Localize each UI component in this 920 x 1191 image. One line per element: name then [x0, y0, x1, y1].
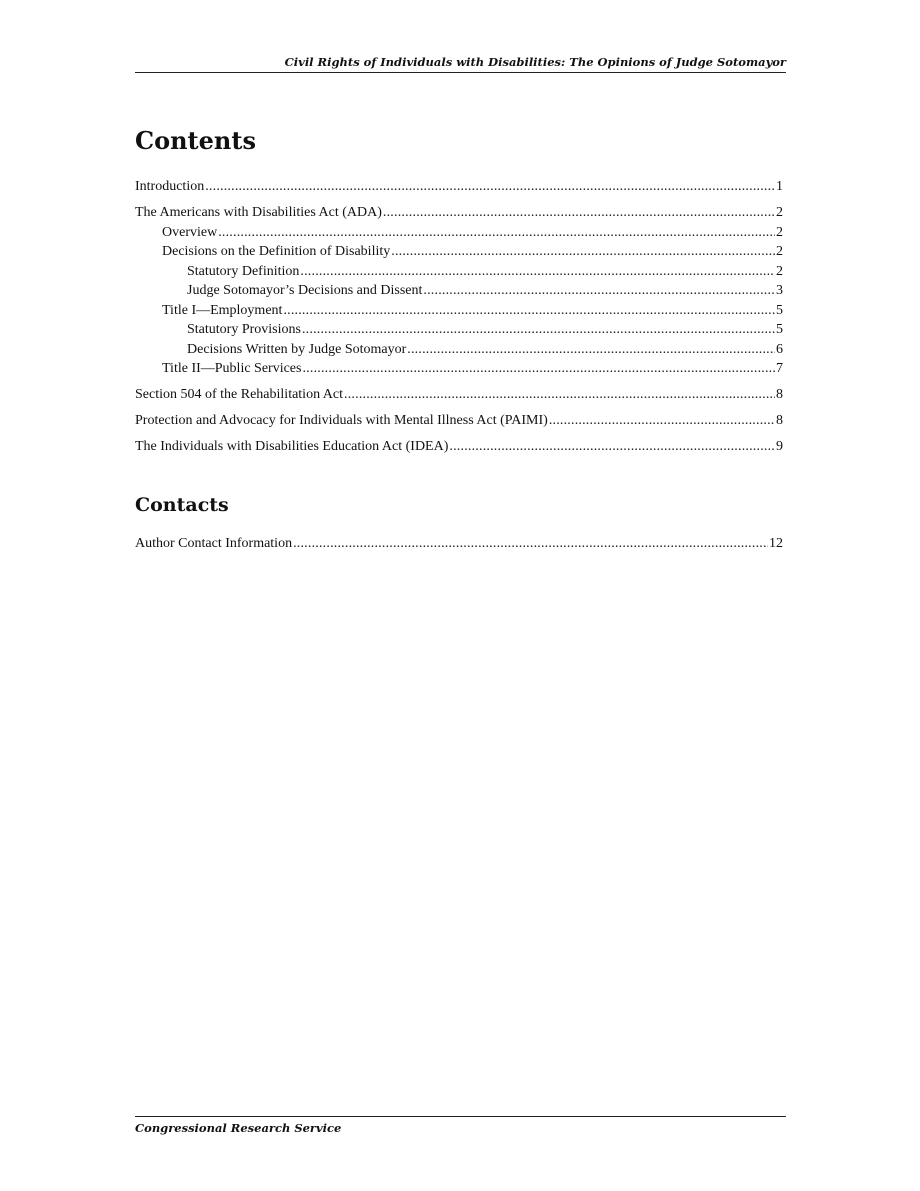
dot-leader — [549, 411, 775, 431]
dot-leader — [283, 301, 775, 321]
toc-page-number: 5 — [776, 302, 783, 318]
running-header: Civil Rights of Individuals with Disabilities: The Opinions of Judge Sotomayor — [135, 55, 786, 73]
toc-page-number: 12 — [769, 536, 783, 551]
toc-entry-label: Decisions Written by Judge Sotomayor — [187, 341, 407, 357]
toc-entry-decisions-and-dissent[interactable] — [135, 281, 783, 301]
toc-entry-author-contact[interactable] — [135, 534, 783, 554]
toc-page-number: 2 — [776, 263, 783, 279]
toc-entry-label: Statutory Provisions — [187, 322, 301, 337]
dot-leader — [383, 203, 775, 223]
dot-leader — [344, 385, 775, 405]
toc-entry-decisions-written[interactable] — [135, 340, 783, 360]
toc-entry-label: Title I—Employment — [162, 302, 283, 318]
toc-entry-label: The Americans with Disabilities Act (ADA) — [135, 205, 382, 220]
toc-entry-label: Protection and Advocacy for Individuals with Mental Illness Act (PAIMI) — [135, 413, 548, 428]
toc-entry-label: Introduction — [135, 179, 205, 194]
toc-entry-label: Judge Sotomayor’s Decisions and Dissent — [187, 283, 423, 298]
toc-entry-label: Author Contact Information — [135, 536, 293, 551]
toc-page-number: 2 — [776, 244, 783, 259]
dot-leader — [449, 437, 775, 457]
dot-leader — [205, 177, 775, 197]
toc-page-number: 6 — [776, 341, 783, 357]
toc-entry-label: Title II—Public Services — [162, 361, 302, 376]
toc-entry-statutory-definition[interactable] — [135, 262, 783, 282]
toc-entry-statutory-provisions[interactable] — [135, 320, 783, 340]
toc-page-number: 5 — [776, 322, 783, 337]
footer-organization: Congressional Research Service — [135, 1121, 342, 1135]
toc-page-number: 7 — [776, 361, 783, 376]
toc-page-number: 8 — [776, 413, 783, 428]
toc-entry-idea[interactable] — [135, 437, 783, 457]
dot-leader — [218, 223, 775, 243]
toc-page-number: 2 — [776, 205, 783, 220]
dot-leader — [407, 340, 775, 360]
contacts-heading: Contacts — [135, 494, 229, 516]
dot-leader — [302, 359, 775, 379]
toc-page-number: 8 — [776, 387, 783, 402]
toc-entry-label: Section 504 of the Rehabilitation Act — [135, 387, 344, 402]
toc-entry-paimi[interactable] — [135, 411, 783, 431]
toc-page-number: 1 — [776, 179, 783, 194]
footer-divider — [135, 1116, 786, 1117]
toc-entry-label: The Individuals with Disabilities Education Act (IDEA) — [135, 439, 449, 454]
dot-leader — [391, 242, 775, 262]
toc-entry-label: Decisions on the Definition of Disability — [162, 244, 391, 259]
dot-leader — [423, 281, 775, 301]
contents-heading: Contents — [135, 126, 256, 155]
dot-leader — [302, 320, 775, 340]
dot-leader — [300, 262, 775, 282]
toc-entry-introduction[interactable] — [135, 177, 783, 197]
toc-entry-title-i[interactable] — [135, 301, 783, 321]
toc-entry-overview[interactable] — [135, 223, 783, 243]
toc-entry-definition-decisions[interactable] — [135, 242, 783, 262]
toc-entry-title-ii[interactable] — [135, 359, 783, 379]
table-of-contents — [135, 177, 783, 457]
toc-page-number: 3 — [776, 283, 783, 298]
dot-leader — [293, 534, 768, 554]
toc-page-number: 9 — [776, 439, 783, 454]
toc-entry-ada[interactable] — [135, 203, 783, 223]
contacts-list — [135, 534, 783, 554]
toc-entry-label: Statutory Definition — [187, 263, 300, 279]
toc-entry-label: Overview — [162, 224, 218, 240]
toc-page-number: 2 — [776, 224, 783, 240]
toc-entry-section-504[interactable] — [135, 385, 783, 405]
